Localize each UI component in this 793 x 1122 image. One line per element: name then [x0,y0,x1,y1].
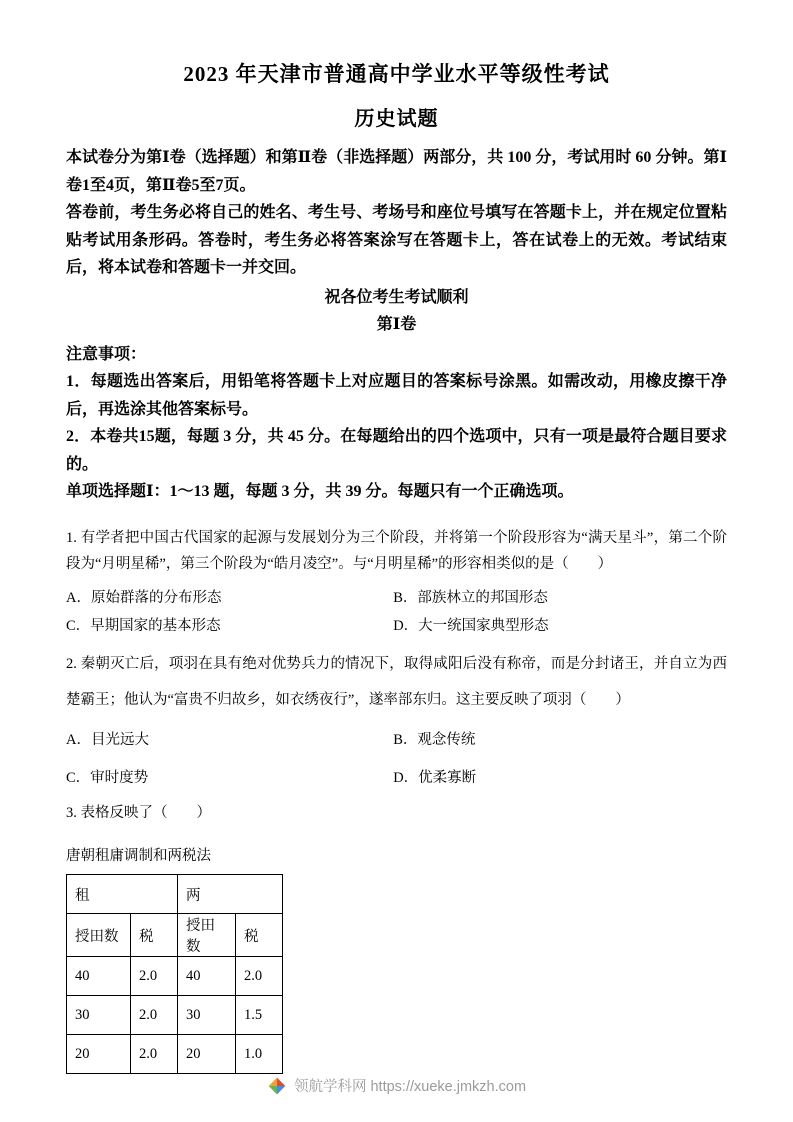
exam-title: 2023 年天津市普通高中学业水平等级性考试 [183,62,610,86]
table-row [67,996,283,1035]
question-2-stem: 2. 秦朝灭亡后，项羽在具有绝对优势兵力的情况下，取得咸阳后没有称帝，而是分封诸王，并自立为西楚霸王；他认为“富贵不归故乡，如衣绣夜行”，遂率部东归。这主要反映了项羽（ ） [66,656,727,708]
exam-subtitle: 历史试题 [354,108,439,130]
table-cell: 2.0 [131,996,178,1035]
intro-paragraph-1: 本试卷分为第Ⅰ卷（选择题）和第Ⅱ卷（非选择题）两部分，共 100 分，考试用时 60 分钟。第Ⅰ卷1至4页，第Ⅱ卷5至7页。 [66,149,727,194]
question-1-option-b: B．部族林立的邦国形态 [393,590,548,607]
question-2-option-a: A．目光远大 [66,732,149,749]
table-header-cell: 授田数 [178,914,236,957]
table-cell: 2.0 [236,957,283,996]
table-cell: 20 [178,1035,236,1074]
question-1 [66,526,727,636]
table-cell: 20 [67,1035,131,1074]
volume-1-heading: 第Ⅰ卷 [376,316,417,334]
question-3-stem: 3. 表格反映了（ ） [66,805,211,822]
table-cell: 30 [178,996,236,1035]
question-2-option-c: C．审时度势 [66,770,149,787]
table-header-cell: 税 [236,914,283,957]
table-header-cell: 税 [131,914,178,957]
question-1-option-d: D．大一统国家典型形态 [393,618,549,635]
footer-site-text: 领航学科网 https://xueke.jmkzh.com [293,1079,527,1095]
question-1-option-a: A．原始群落的分布形态 [66,590,222,607]
exam-wish-line: 祝各位考生考试顺利 [324,288,469,306]
table-header-cell-liang: 两 [178,875,283,914]
table-cell: 1.5 [236,996,283,1035]
table-group-header-row [67,875,283,914]
question-1-options [66,586,727,635]
table-cell: 30 [67,996,131,1035]
table-cell: 40 [178,957,236,996]
site-footer [0,1075,793,1096]
question-2 [66,647,727,787]
note-item-1: 1．每题选出答案后，用铅笔将答题卡上对应题目的答案标号涂黑。如需改动，用橡皮擦干净后，再选涂其他答案标号。 [66,373,727,418]
question-2-options [66,728,727,787]
table-cell: 40 [67,957,131,996]
table-caption: 唐朝租庸调制和两税法 [66,848,211,865]
question-2-option-b: B．观念传统 [393,732,476,749]
table-row [67,957,283,996]
table-header-row [67,914,283,957]
single-choice-instruction: 单项选择题Ⅰ：1～13 题，每题 3 分，共 39 分。每题只有一个正确选项。 [66,483,574,501]
question-3 [66,801,727,1074]
notes-heading: 注意事项： [66,345,147,363]
question-2-option-d: D．优柔寡断 [393,770,477,787]
table-cell: 2.0 [131,957,178,996]
question-1-option-c: C．早期国家的基本形态 [66,618,221,635]
table-row [67,1035,283,1074]
note-item-2: 2．本卷共15题，每题 3 分，共 45 分。在每题给出的四个选项中，只有一项是最符合题目要求的。 [66,428,727,473]
table-cell: 2.0 [131,1035,178,1074]
tax-system-table [66,874,283,1074]
table-cell: 1.0 [236,1035,283,1074]
table-header-cell-zu: 租 [67,875,178,914]
table-header-cell: 授田数 [67,914,131,957]
question-1-stem: 1. 有学者把中国古代国家的起源与发展划分为三个阶段，并将第一个阶段形容为“满天星斗”，第二个阶段为“月明星稀”，第三个阶段为“皓月凌空”。与“月明星稀”的形容相类似的是（ ） [66,529,727,572]
site-logo-icon [267,1076,287,1096]
intro-paragraph-2: 答卷前，考生务必将自己的姓名、考生号、考场号和座位号填写在答题卡上，并在规定位置粘贴考试用条形码。答卷时，考生务必将答案涂写在答题卡上，答在试卷上的无效。考试结束后，将本试卷和答题卡一并交回。 [66,204,727,277]
